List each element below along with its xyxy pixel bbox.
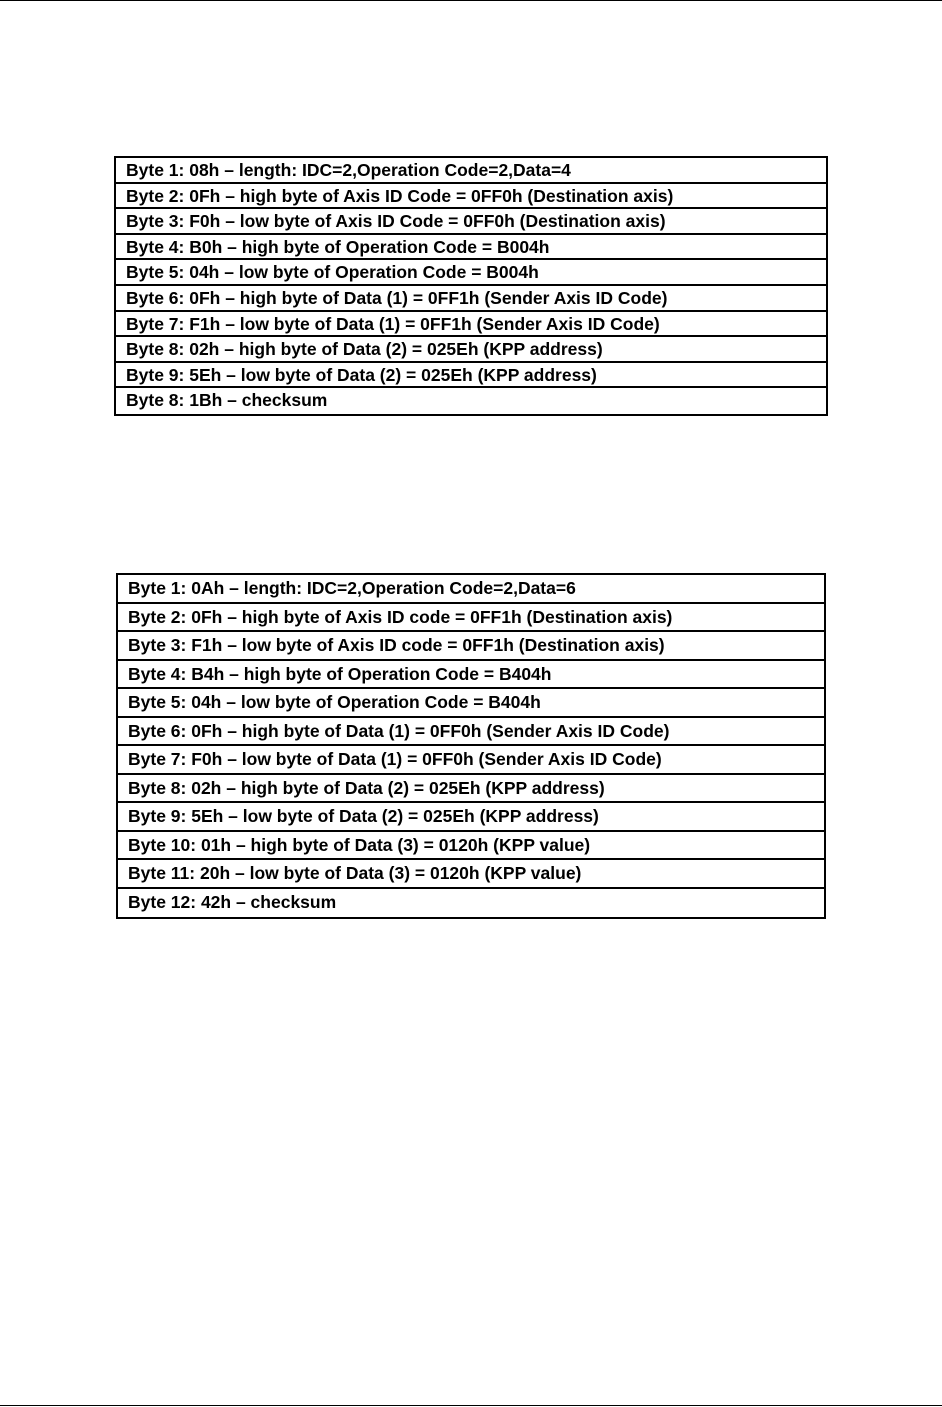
- byte-row: Byte 2: 0Fh – high byte of Axis ID Code = 0FF0h (Destination axis): [116, 184, 826, 210]
- request-message-byte-table: [114, 156, 828, 416]
- byte-row: Byte 8: 02h – high byte of Data (2) = 025Eh (KPP address): [118, 775, 824, 804]
- byte-row: Byte 4: B0h – high byte of Operation Code = B004h: [116, 235, 826, 261]
- byte-row: Byte 10: 01h – high byte of Data (3) = 0120h (KPP value): [118, 832, 824, 861]
- byte-row: Byte 6: 0Fh – high byte of Data (1) = 0FF1h (Sender Axis ID Code): [116, 286, 826, 312]
- byte-row: Byte 8: 02h – high byte of Data (2) = 025Eh (KPP address): [116, 337, 826, 363]
- byte-row: Byte 7: F1h – low byte of Data (1) = 0FF1h (Sender Axis ID Code): [116, 312, 826, 338]
- byte-row: Byte 4: B4h – high byte of Operation Code = B404h: [118, 661, 824, 690]
- byte-row: Byte 7: F0h – low byte of Data (1) = 0FF0h (Sender Axis ID Code): [118, 746, 824, 775]
- byte-row: Byte 8: 1Bh – checksum: [126, 390, 328, 411]
- byte-row: Byte 5: 04h – low byte of Operation Code = B404h: [118, 689, 824, 718]
- byte-row: Byte 6: 0Fh – high byte of Data (1) = 0FF0h (Sender Axis ID Code): [118, 718, 824, 747]
- byte-row: Byte 11: 20h – low byte of Data (3) = 0120h (KPP value): [118, 860, 824, 889]
- page-top-rule: [0, 0, 942, 1]
- byte-row: Byte 12: 42h – checksum: [128, 891, 337, 912]
- byte-row: Byte 5: 04h – low byte of Operation Code = B004h: [116, 260, 826, 286]
- byte-row: Byte 2: 0Fh – high byte of Axis ID code = 0FF1h (Destination axis): [118, 604, 824, 633]
- page-bottom-rule: [0, 1405, 942, 1406]
- response-message-byte-table: [116, 573, 826, 919]
- byte-row: Byte 3: F1h – low byte of Axis ID code = 0FF1h (Destination axis): [118, 632, 824, 661]
- byte-row: Byte 3: F0h – low byte of Axis ID Code = 0FF0h (Destination axis): [116, 209, 826, 235]
- byte-row: Byte 1: 0Ah – length: IDC=2,Operation Code=2,Data=6: [118, 575, 824, 604]
- byte-row: Byte 1: 08h – length: IDC=2,Operation Code=2,Data=4: [116, 158, 826, 184]
- byte-row: Byte 9: 5Eh – low byte of Data (2) = 025Eh (KPP address): [118, 803, 824, 832]
- byte-row: Byte 9: 5Eh – low byte of Data (2) = 025Eh (KPP address): [116, 363, 826, 389]
